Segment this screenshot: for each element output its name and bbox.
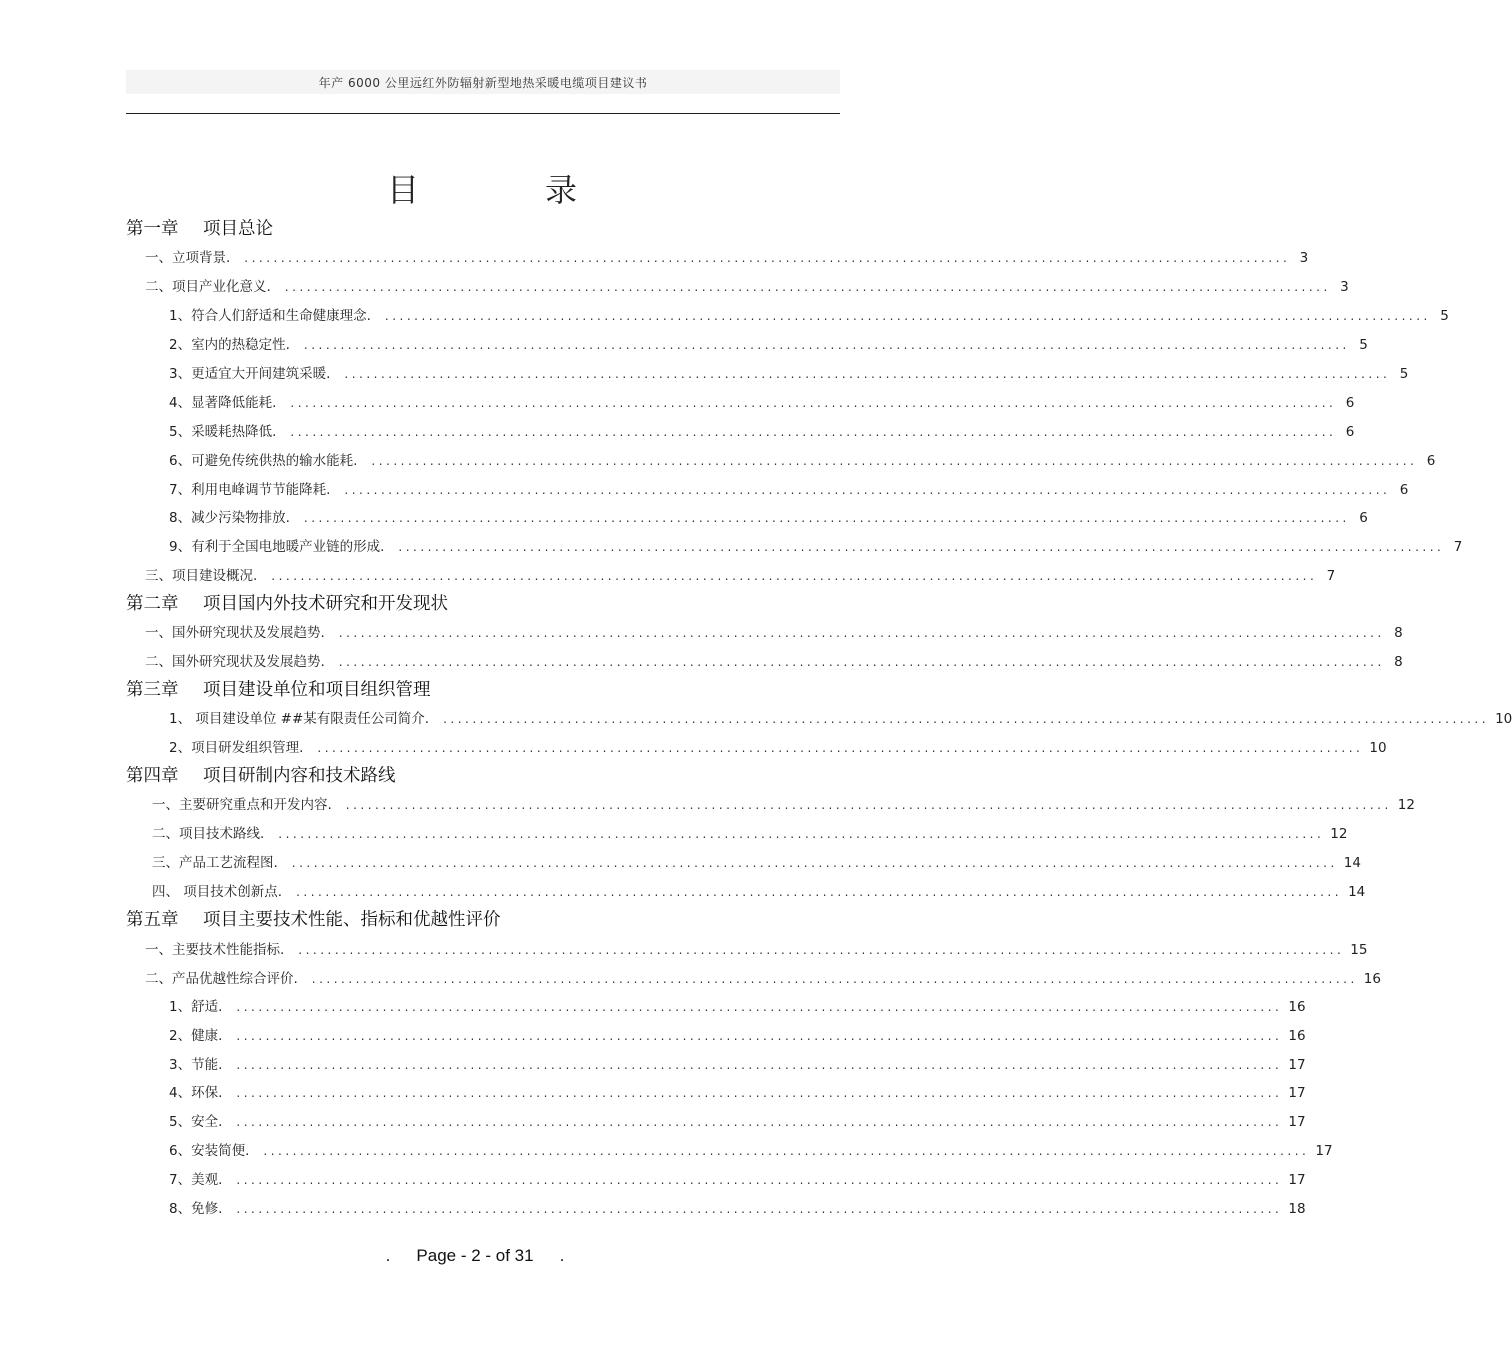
toc-entry-label: 5、采暖耗热降低. [169,424,277,440]
chapter-title: 项目主要技术性能、指标和优越性评价 [203,910,501,930]
dot-leader: ............................................................................................................................................... [236,1029,1283,1043]
toc-entry-page: 6 [1359,510,1368,526]
toc-entry-page: 6 [1345,395,1355,411]
dot-leader: ............................................................................................................................................... [317,741,1364,755]
toc-entry[interactable] [169,334,1368,356]
toc-entry[interactable] [169,421,1355,443]
toc-entry[interactable] [145,622,1403,644]
dot-leader: ............................................................................................................................................... [338,626,1385,640]
toc-entry[interactable] [169,507,1368,529]
toc-entry-label: 一、主要研究重点和开发内容. [152,797,332,813]
dot-leader: ............................................................................................................................................... [278,827,1325,841]
toc-entry-label: 4、显著降低能耗. [169,395,277,411]
toc-entry-label: 1、舒适. [169,999,223,1015]
toc-entry[interactable] [169,1025,1306,1047]
dot-leader: ............................................................................................................................................... [345,798,1392,812]
dot-leader: ............................................................................................................................................... [398,540,1445,554]
dot-leader: ............................................................................................................................................... [303,338,1350,352]
toc-entry-page: 18 [1288,1201,1306,1217]
dot-leader: ............................................................................................................................................... [236,1086,1283,1100]
dot-leader: ............................................................................................................................................... [338,655,1385,669]
page-footer [0,1246,950,1266]
running-header: 年产 6000 公里远红外防辐射新型地热采暖电缆项目建议书 [318,76,648,90]
footer-dot-left: . [385,1246,391,1265]
toc-entry-label: 6、可避免传统供热的输水能耗. [169,453,358,469]
toc-entry-page: 6 [1426,453,1436,469]
toc-entry[interactable] [169,1054,1306,1076]
toc-entry-page: 15 [1350,942,1368,958]
toc-entry-page: 8 [1394,625,1403,641]
toc-entry-label: 2、健康. [169,1028,223,1044]
chapter-number: 第三章 [126,680,179,700]
toc-entry-label: 二、项目产业化意义. [145,279,271,295]
toc-entry-page: 16 [1288,1028,1306,1044]
toc-entry[interactable] [145,651,1403,673]
toc-entry-label: 2、室内的热稳定性. [169,337,290,353]
toc-entry-label: 8、免修. [169,1201,223,1217]
toc-entry-label: 一、主要技术性能指标. [145,942,285,958]
dot-leader: ............................................................................................................................................... [236,1173,1283,1187]
toc-entry[interactable] [169,305,1449,327]
toc-entry-label: 4、环保. [169,1085,223,1101]
toc-entry-label: 3、更适宜大开间建筑采暖. [169,366,331,382]
toc-entry[interactable] [169,450,1436,472]
dot-leader: ............................................................................................................................................... [443,712,1490,726]
toc-entry[interactable] [169,1111,1306,1133]
footer-dot-right: . [559,1246,565,1265]
chapter-number: 第四章 [126,766,179,786]
toc-entry-page: 17 [1288,1172,1306,1188]
toc-entry-label: 1、 项目建设单位 ##某有限责任公司简介. [169,711,430,727]
toc-entry-page: 17 [1315,1143,1333,1159]
chapter-number: 第一章 [126,219,179,239]
chapter-number: 第五章 [126,910,179,930]
chapter-heading[interactable] [126,907,501,933]
chapter-number: 第二章 [126,594,179,614]
toc-entry-page: 3 [1299,250,1309,266]
chapter-heading[interactable] [126,677,431,703]
toc-entry-page: 5 [1359,337,1368,353]
toc-entry[interactable] [169,363,1409,385]
toc-entry[interactable] [145,968,1381,990]
toc-entry[interactable] [169,1198,1306,1220]
chapter-heading[interactable] [126,216,273,242]
toc-entry-label: 三、项目建设概况. [145,568,258,584]
toc-entry-label: 二、项目技术路线. [152,826,265,842]
toc-entry[interactable] [152,852,1361,874]
dot-leader: ............................................................................................................................................... [344,483,1391,497]
toc-entry-label: 三、产品工艺流程图. [152,855,278,871]
chapter-title: 项目建设单位和项目组织管理 [203,680,431,700]
dot-leader: ............................................................................................................................................... [263,1144,1310,1158]
toc-entry[interactable] [169,996,1306,1018]
toc-entry-label: 3、节能. [169,1057,223,1073]
toc-title-char-1: 目 [387,171,420,209]
toc-entry[interactable] [169,1140,1333,1162]
chapter-title: 项目国内外技术研究和开发现状 [203,594,448,614]
dot-leader: ............................................................................................................................................... [236,1202,1283,1216]
toc-title-char-2: 录 [544,171,577,209]
toc-entry[interactable] [169,479,1409,501]
toc-entry-page: 5 [1399,366,1409,382]
toc-entry-page: 16 [1288,999,1306,1015]
page-number: Page - 2 - of 31 [416,1246,534,1265]
dot-leader: ............................................................................................................................................... [384,309,1431,323]
dot-leader: ............................................................................................................................................... [296,885,1343,899]
toc-entry-label: 二、国外研究现状及发展趋势. [145,654,325,670]
chapter-title: 项目研制内容和技术路线 [203,766,396,786]
toc-entry[interactable] [169,1169,1306,1191]
toc-entry-label: 7、美观. [169,1172,223,1188]
dot-leader: ............................................................................................................................................... [290,425,1337,439]
dot-leader: ............................................................................................................................................... [236,1115,1283,1129]
toc-entry-label: 2、项目研发组织管理. [169,740,304,756]
toc-entry[interactable] [152,881,1366,903]
dot-leader: ............................................................................................................................................... [290,396,1337,410]
toc-entry-label: 7、利用电峰调节节能降耗. [169,482,331,498]
toc-entry-page: 12 [1397,797,1415,813]
toc-entry-label: 5、安全. [169,1114,223,1130]
dot-leader: ............................................................................................................................................... [244,251,1291,265]
dot-leader: ............................................................................................................................................... [303,511,1350,525]
header-rule [126,113,840,114]
chapter-title: 项目总论 [203,219,273,239]
toc-entry[interactable] [145,939,1368,961]
dot-leader: ............................................................................................................................................... [236,1000,1283,1014]
toc-entry-page: 5 [1440,308,1449,324]
dot-leader: ............................................................................................................................................... [284,280,1331,294]
toc-entry-page: 14 [1343,855,1361,871]
toc-entry[interactable] [145,247,1309,269]
toc-entry-page: 17 [1288,1057,1306,1073]
toc-entry-label: 8、减少污染物排放. [169,510,290,526]
toc-entry-page: 7 [1453,539,1463,555]
dot-leader: ............................................................................................................................................... [371,454,1418,468]
toc-entry-label: 6、安装简便. [169,1143,250,1159]
toc-entry[interactable] [169,737,1387,759]
toc-entry-page: 7 [1326,568,1336,584]
chapter-heading[interactable] [126,763,396,789]
toc-entry-page: 12 [1330,826,1348,842]
toc-entry[interactable] [169,536,1463,558]
toc-entry[interactable] [169,392,1355,414]
toc-title [387,170,577,210]
chapter-heading[interactable] [126,591,448,617]
toc-entry-label: 9、有利于全国电地暖产业链的形成. [169,539,385,555]
toc-entry[interactable] [152,794,1415,816]
toc-entry-page: 6 [1399,482,1409,498]
toc-entry-page: 10 [1495,711,1512,727]
toc-entry-page: 17 [1288,1114,1306,1130]
dot-leader: ............................................................................................................................................... [344,367,1391,381]
toc-entry-page: 3 [1340,279,1349,295]
toc-entry[interactable] [145,565,1336,587]
dot-leader: ............................................................................................................................................... [236,1058,1283,1072]
dot-leader: ............................................................................................................................................... [291,856,1338,870]
toc-entry-page: 14 [1348,884,1366,900]
toc-entry-page: 6 [1345,424,1355,440]
toc-entry-label: 1、符合人们舒适和生命健康理念. [169,308,371,324]
toc-entry-label: 一、立项背景. [145,250,231,266]
toc-entry[interactable] [169,1082,1306,1104]
toc-entry-page: 8 [1394,654,1403,670]
toc-entry[interactable] [169,708,1512,730]
toc-entry-page: 10 [1369,740,1387,756]
toc-entry-label: 一、国外研究现状及发展趋势. [145,625,325,641]
dot-leader: ............................................................................................................................................... [271,569,1318,583]
dot-leader: ............................................................................................................................................... [298,943,1345,957]
toc-entry-page: 17 [1288,1085,1306,1101]
toc-entry-page: 16 [1363,971,1381,987]
dot-leader: ............................................................................................................................................... [311,972,1358,986]
toc-entry[interactable] [152,823,1348,845]
toc-entry-label: 四、 项目技术创新点. [152,884,283,900]
toc-entry-label: 二、产品优越性综合评价. [145,971,298,987]
toc-entry[interactable] [145,276,1349,298]
